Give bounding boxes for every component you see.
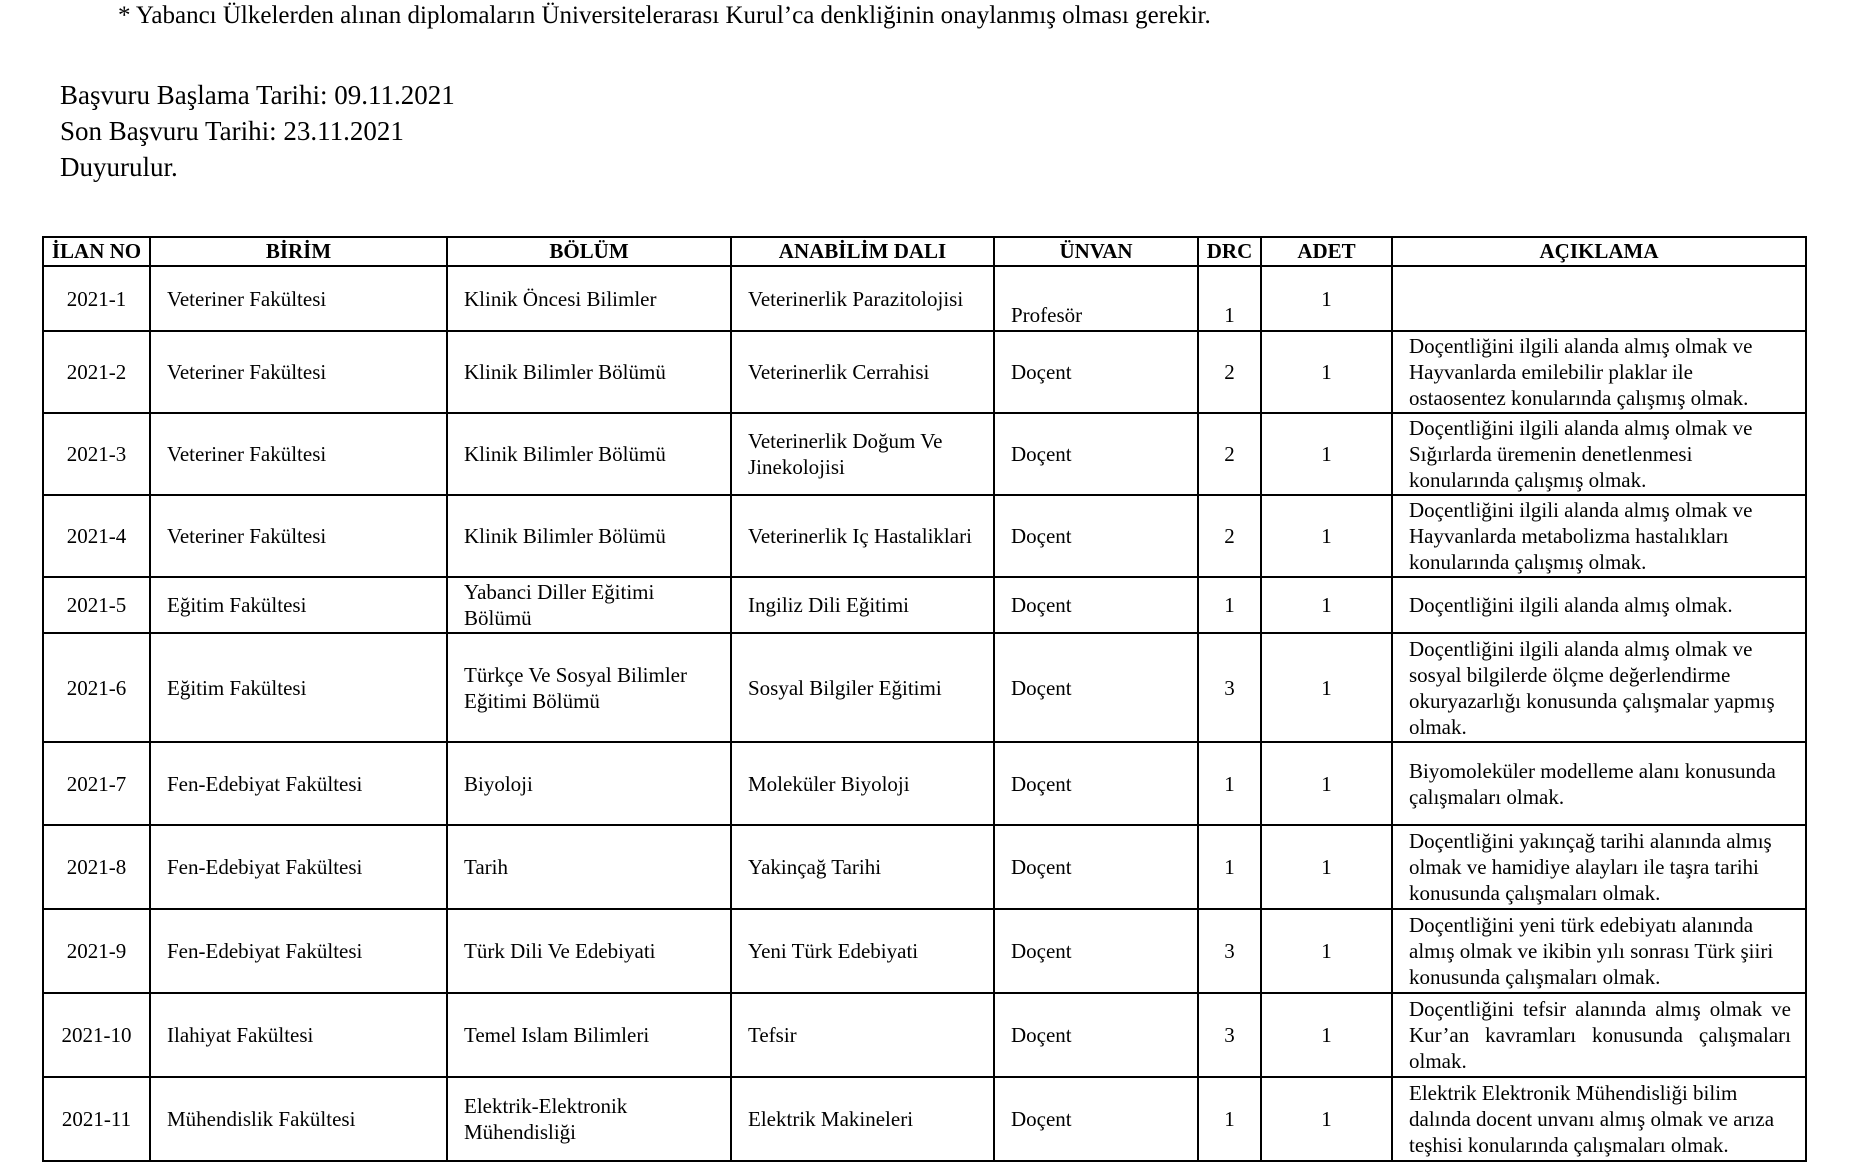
header-aciklama: AÇIKLAMA xyxy=(1392,237,1806,266)
aciklama-cell: Doçentliğini tefsir alanında almış olmak ve Kur’an kavramları konusunda çalışmaları olmak. xyxy=(1392,993,1806,1077)
anabilim-dali-cell: Veterinerlik Cerrahisi xyxy=(731,331,994,413)
table-row xyxy=(43,909,1806,993)
table-row xyxy=(43,1077,1806,1161)
ilan-no-cell: 2021-9 xyxy=(43,909,150,993)
anabilim-dali-cell: Yakinçağ Tarihi xyxy=(731,825,994,909)
adet-cell: 1 xyxy=(1261,266,1392,331)
header-unvan: ÜNVAN xyxy=(994,237,1198,266)
drc-cell: 1 xyxy=(1198,266,1261,331)
unvan-cell: Doçent xyxy=(994,633,1198,742)
birim-cell: Fen-Edebiyat Fakültesi xyxy=(150,742,447,825)
closing-text: Duyurulur. xyxy=(60,152,178,182)
table-row xyxy=(43,331,1806,413)
header-drc: DRC xyxy=(1198,237,1261,266)
anabilim-dali-cell: Yeni Türk Edebiyati xyxy=(731,909,994,993)
anabilim-dali-cell: Veterinerlik Doğum Ve Jinekolojisi xyxy=(731,413,994,495)
birim-cell: Eğitim Fakültesi xyxy=(150,633,447,742)
bolum-cell: Klinik Bilimler Bölümü xyxy=(447,413,731,495)
header-ilan-no: İLAN NO xyxy=(43,237,150,266)
table-header-row xyxy=(43,237,1806,266)
table-row xyxy=(43,413,1806,495)
aciklama-cell: Doçentliğini ilgili alanda almış olmak ve Sığırlarda üremenin denetlenmesi konularında çalışmış olmak. xyxy=(1392,413,1806,495)
anabilim-dali-cell: Veterinerlik Parazitolojisi xyxy=(731,266,994,331)
drc-cell: 2 xyxy=(1198,413,1261,495)
drc-cell: 1 xyxy=(1198,742,1261,825)
table-row xyxy=(43,825,1806,909)
anabilim-dali-cell: Tefsir xyxy=(731,993,994,1077)
ilan-no-cell: 2021-5 xyxy=(43,577,150,633)
table-row xyxy=(43,993,1806,1077)
aciklama-cell: Doçentliğini ilgili alanda almış olmak ve sosyal bilgilerde ölçme değerlendirme okuryazarlığı konusunda çalışmalar yapmış olmak. xyxy=(1392,633,1806,742)
adet-cell: 1 xyxy=(1261,1077,1392,1161)
adet-cell: 1 xyxy=(1261,413,1392,495)
unvan-cell: Doçent xyxy=(994,577,1198,633)
bolum-cell: Klinik Öncesi Bilimler xyxy=(447,266,731,331)
aciklama-cell: Doçentliğini yakınçağ tarihi alanında almış olmak ve hamidiye alayları ile taşra tarihi konusunda çalışmaları olmak. xyxy=(1392,825,1806,909)
ilan-no-cell: 2021-1 xyxy=(43,266,150,331)
drc-cell: 2 xyxy=(1198,495,1261,577)
birim-cell: Fen-Edebiyat Fakültesi xyxy=(150,825,447,909)
ilan-no-cell: 2021-11 xyxy=(43,1077,150,1161)
adet-cell: 1 xyxy=(1261,495,1392,577)
adet-cell: 1 xyxy=(1261,742,1392,825)
aciklama-cell: Doçentliğini ilgili alanda almış olmak ve Hayvanlarda metabolizma hastalıkları konularında çalışmış olmak. xyxy=(1392,495,1806,577)
denklik-note: * Yabancı Ülkelerden alınan diplomaların Üniversitelerarası Kurul’ca denkliğinin onaylanmış olması gerekir. xyxy=(118,2,1211,29)
header-anabilim-dali: ANABİLİM DALI xyxy=(731,237,994,266)
anabilim-dali-cell: Elektrik Makineleri xyxy=(731,1077,994,1161)
bolum-cell: Klinik Bilimler Bölümü xyxy=(447,495,731,577)
adet-cell: 1 xyxy=(1261,909,1392,993)
drc-cell: 1 xyxy=(1198,577,1261,633)
ilan-no-cell: 2021-10 xyxy=(43,993,150,1077)
anabilim-dali-cell: Sosyal Bilgiler Eğitimi xyxy=(731,633,994,742)
end-date: Son Başvuru Tarihi: 23.11.2021 xyxy=(60,116,404,146)
drc-cell: 3 xyxy=(1198,909,1261,993)
unvan-cell: Doçent xyxy=(994,825,1198,909)
ilan-no-cell: 2021-2 xyxy=(43,331,150,413)
adet-cell: 1 xyxy=(1261,825,1392,909)
bolum-cell: Temel Islam Bilimleri xyxy=(447,993,731,1077)
drc-cell: 3 xyxy=(1198,993,1261,1077)
anabilim-dali-cell: Veterinerlik Iç Hastaliklari xyxy=(731,495,994,577)
adet-cell: 1 xyxy=(1261,993,1392,1077)
birim-cell: Ilahiyat Fakültesi xyxy=(150,993,447,1077)
bolum-cell: Klinik Bilimler Bölümü xyxy=(447,331,731,413)
birim-cell: Veteriner Fakültesi xyxy=(150,266,447,331)
anabilim-dali-cell: Ingiliz Dili Eğitimi xyxy=(731,577,994,633)
birim-cell: Veteriner Fakültesi xyxy=(150,331,447,413)
table-row xyxy=(43,633,1806,742)
bolum-cell: Tarih xyxy=(447,825,731,909)
aciklama-cell: Doçentliğini yeni türk edebiyatı alanında almış olmak ve ikibin yılı sonrası Türk şiiri konusunda çalışmaları olmak. xyxy=(1392,909,1806,993)
anabilim-dali-cell: Moleküler Biyoloji xyxy=(731,742,994,825)
aciklama-cell: Elektrik Elektronik Mühendisliği bilim dalında docent unvanı almış olmak ve arıza teşhisi konularında çalışmaları olmak. xyxy=(1392,1077,1806,1161)
header-adet: ADET xyxy=(1261,237,1392,266)
bolum-cell: Türk Dili Ve Edebiyati xyxy=(447,909,731,993)
adet-cell: 1 xyxy=(1261,633,1392,742)
application-dates xyxy=(60,77,455,185)
aciklama-cell: Doçentliğini ilgili alanda almış olmak ve Hayvanlarda emilebilir plaklar ile ostaosentez konularında çalışmış olmak. xyxy=(1392,331,1806,413)
aciklama-cell: Biyomoleküler modelleme alanı konusunda çalışmaları olmak. xyxy=(1392,742,1806,825)
aciklama-cell xyxy=(1392,266,1806,331)
unvan-cell: Doçent xyxy=(994,1077,1198,1161)
positions-table xyxy=(42,236,1807,1162)
ilan-no-cell: 2021-7 xyxy=(43,742,150,825)
birim-cell: Veteriner Fakültesi xyxy=(150,413,447,495)
birim-cell: Fen-Edebiyat Fakültesi xyxy=(150,909,447,993)
ilan-no-cell: 2021-4 xyxy=(43,495,150,577)
adet-cell: 1 xyxy=(1261,577,1392,633)
birim-cell: Veteriner Fakültesi xyxy=(150,495,447,577)
drc-cell: 1 xyxy=(1198,1077,1261,1161)
table-row xyxy=(43,495,1806,577)
unvan-cell: Doçent xyxy=(994,495,1198,577)
unvan-cell: Doçent xyxy=(994,742,1198,825)
bolum-cell: Biyoloji xyxy=(447,742,731,825)
drc-cell: 3 xyxy=(1198,633,1261,742)
unvan-cell: Doçent xyxy=(994,331,1198,413)
unvan-cell: Profesör xyxy=(994,266,1198,331)
birim-cell: Mühendislik Fakültesi xyxy=(150,1077,447,1161)
header-bolum: BÖLÜM xyxy=(447,237,731,266)
unvan-cell: Doçent xyxy=(994,413,1198,495)
adet-cell: 1 xyxy=(1261,331,1392,413)
bolum-cell: Yabanci Diller Eğitimi Bölümü xyxy=(447,577,731,633)
start-date: Başvuru Başlama Tarihi: 09.11.2021 xyxy=(60,80,455,110)
drc-cell: 2 xyxy=(1198,331,1261,413)
header-birim: BİRİM xyxy=(150,237,447,266)
ilan-no-cell: 2021-8 xyxy=(43,825,150,909)
drc-cell: 1 xyxy=(1198,825,1261,909)
aciklama-cell: Doçentliğini ilgili alanda almış olmak. xyxy=(1392,577,1806,633)
table-row xyxy=(43,577,1806,633)
birim-cell: Eğitim Fakültesi xyxy=(150,577,447,633)
table-row xyxy=(43,266,1806,331)
unvan-cell: Doçent xyxy=(994,993,1198,1077)
ilan-no-cell: 2021-6 xyxy=(43,633,150,742)
table-row xyxy=(43,742,1806,825)
bolum-cell: Türkçe Ve Sosyal Bilimler Eğitimi Bölümü xyxy=(447,633,731,742)
ilan-no-cell: 2021-3 xyxy=(43,413,150,495)
bolum-cell: Elektrik-Elektronik Mühendisliği xyxy=(447,1077,731,1161)
unvan-cell: Doçent xyxy=(994,909,1198,993)
